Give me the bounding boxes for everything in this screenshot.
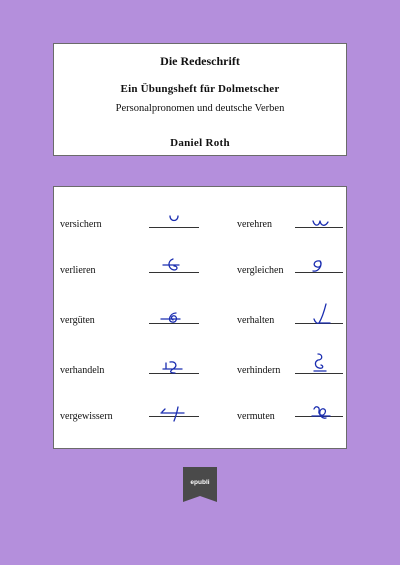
shorthand-glyph-versichern [164,213,184,229]
verb-left-1: versichern [60,219,102,230]
shorthand-glyph-vergewissern [158,403,188,423]
verb-right-4: verhindern [237,365,281,376]
shorthand-glyph-verlieren [159,255,185,273]
verb-left-4: verhandeln [60,365,105,376]
shorthand-glyph-verhalten [310,301,334,327]
verb-right-2: vergleichen [237,265,284,276]
book-author: Daniel Roth [170,137,230,149]
verb-left-2: verlieren [60,265,96,276]
verb-right-5: vermuten [237,411,275,422]
shorthand-glyph-verhindern [310,351,330,377]
verb-right-3: verhalten [237,315,275,326]
book-title: Die Redeschrift [160,54,240,68]
book-subtitle: Ein Übungsheft für Dolmetscher [120,83,280,95]
publisher-logo: epubli [190,479,210,486]
verb-left-3: vergüten [60,315,95,326]
shorthand-glyph-verhandeln [160,357,186,375]
verb-right-1: verehren [237,219,272,230]
publisher-badge [183,467,217,502]
shorthand-glyph-vermuten [310,401,334,425]
shorthand-glyph-verguten [158,308,186,326]
book-tagline: Personalpronomen und deutsche Verben [115,103,285,114]
title-box [53,43,347,156]
shorthand-glyph-vergleichen [306,257,328,275]
shorthand-glyph-verehren [310,215,334,229]
verb-left-5: vergewissern [60,411,113,422]
verb-examples-box [53,186,347,449]
